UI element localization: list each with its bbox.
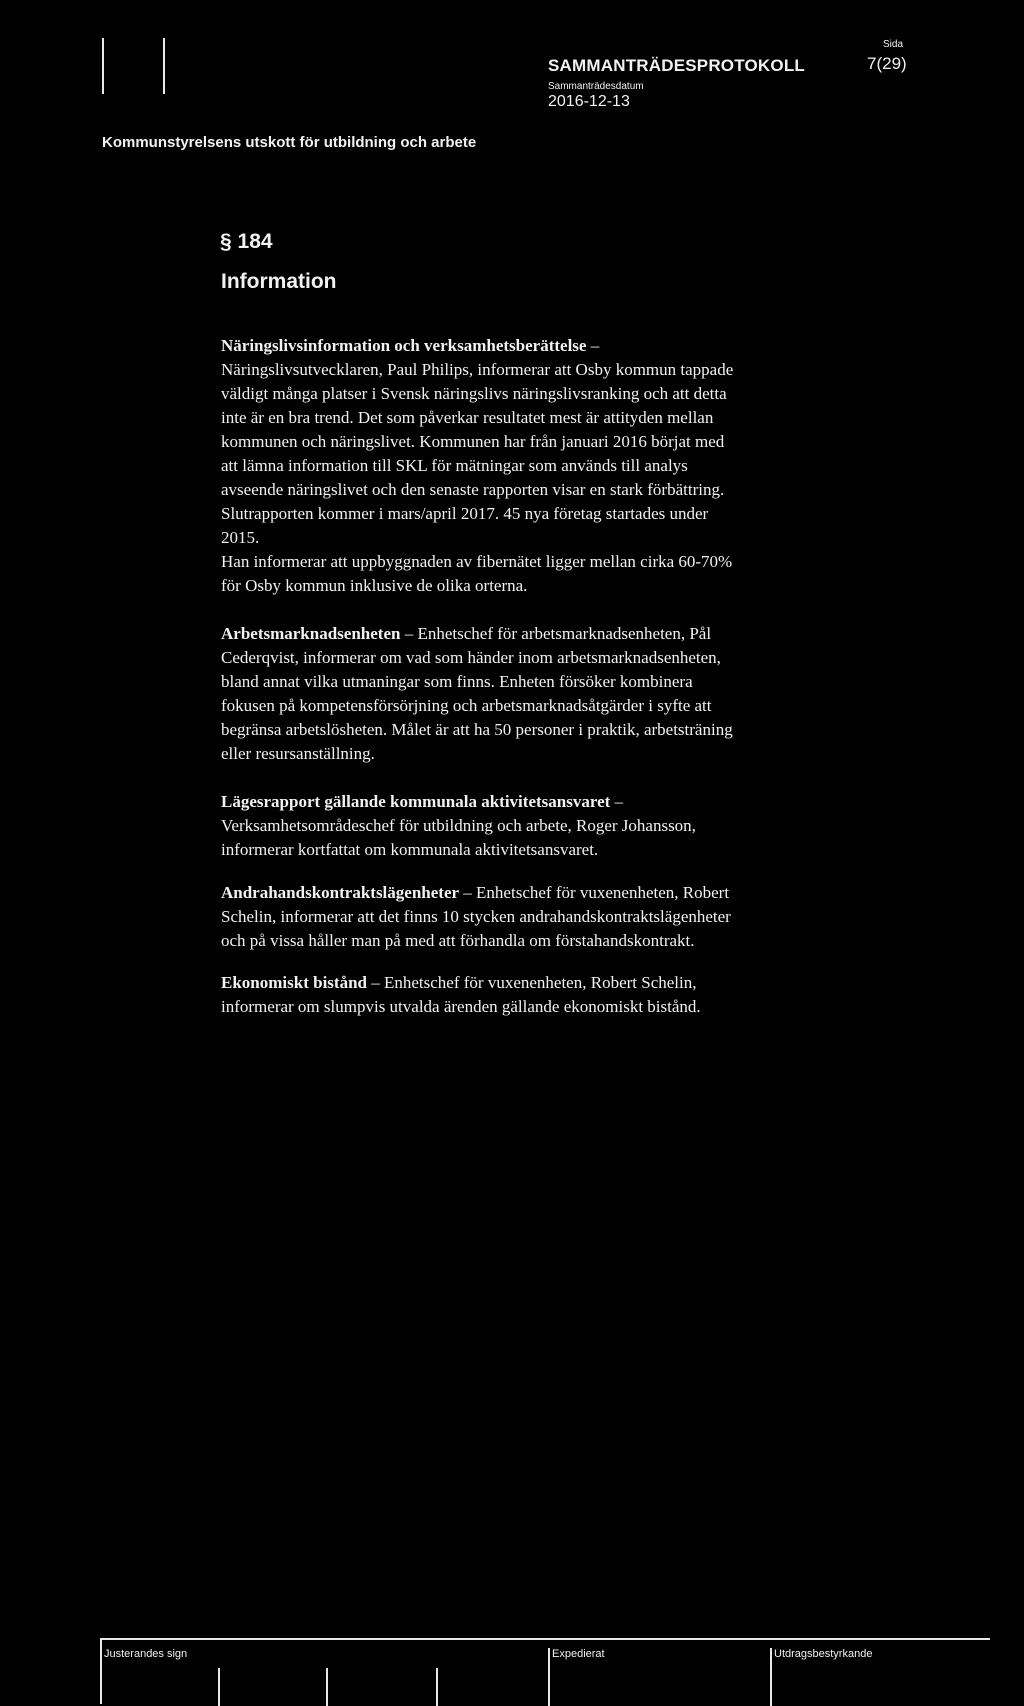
text-line: bland annat vilka utmaningar som finns. Enheten försöker kombinera [221,672,693,691]
heading-separator: – [459,883,477,902]
text-line: väldigt många platser i Svensk näringslivs näringslivsranking och att detta [221,384,727,403]
footer-rule [218,1668,220,1706]
paragraph-heading: Andrahandskontraktslägenheter [221,883,460,902]
paragraph-heading: Ekonomiskt bistånd [221,973,367,992]
text-line: begränsa arbetslösheten. Målet är att ha 50 personer i praktik, arbetsträning [221,720,733,739]
footer-rule [100,1638,102,1704]
footer-rule [548,1648,550,1706]
text-line: Schelin, informerar att det finns 10 stycken andrahandskontraktslägenheter [221,907,731,926]
text-line: Näringslivsutvecklaren, Paul Philips, informerar att Osby kommun tappade [221,360,734,379]
expedierat-label: Expedierat [552,1648,605,1660]
text-line: 2015. [221,528,260,547]
text-line-rest: Enhetschef för vuxenenheten, Robert Schelin, [383,973,697,992]
heading-separator: – [610,792,624,811]
text-line: för Osby kommun inklusive de olika orterna. [221,576,528,595]
text-line: Verksamhetsområdeschef för utbildning och arbete, Roger Johansson, [221,816,696,835]
paragraph-ekonomiskt-bistand [221,971,861,1019]
justerandes-sign-label: Justerandes sign [104,1648,188,1660]
paragraph-heading: Näringslivsinformation och verksamhetsberättelse [221,336,587,355]
paragraph-lagesrapport [221,790,861,862]
page-label: Sida [883,39,904,50]
footer-top-rule [100,1638,990,1640]
text-line: fokusen på kompetensförsörjning och arbetsmarknadsåtgärder i syfte att [221,696,712,715]
utdragsbestyrkande-label: Utdragsbestyrkande [774,1648,873,1660]
text-line: inte är en bra trend. Det som påverkar resultatet mest är attityden mellan [221,408,714,427]
footer-rule [436,1668,438,1706]
text-line: eller resursanställning. [221,744,375,763]
paragraph-andrahand [221,881,861,953]
heading-separator: – [366,973,384,992]
text-line: och på vissa håller man på med att förhandla om förstahandskontrakt. [221,931,695,950]
organization-name: Kommunstyrelsens utskott för utbildning och arbete [102,134,477,151]
text-line-rest: Enhetschef för vuxenenheten, Robert [476,883,730,902]
heading-separator: – [400,624,418,643]
section-title: Information [221,270,337,293]
date-label: Sammanträdesdatum [548,81,644,92]
text-line: informerar kortfattat om kommunala aktivitetsansvaret. [221,840,599,859]
header-rule-middle [163,38,165,94]
paragraph-arbetsmarknad [221,622,861,766]
text-line: Cederqvist, informerar om vad som händer inom arbetsmarknadsenheten, [221,648,721,667]
text-line: Han informerar att uppbyggnaden av fibernätet ligger mellan cirka 60-70% [221,552,733,571]
text-line: Slutrapporten kommer i mars/april 2017. 45 nya företag startades under [221,504,709,523]
text-line: kommunen och näringslivet. Kommunen har från januari 2016 börjat med [221,432,725,451]
heading-separator: – [586,336,600,355]
text-line: informerar om slumpvis utvalda ärenden gällande ekonomiskt bistånd. [221,997,701,1016]
text-line: avseende näringslivet och den senaste rapporten visar en stark förbättring. [221,480,725,499]
meeting-date: 2016-12-13 [548,93,630,110]
paragraph-naringsliv [221,334,861,598]
page-number: 7(29) [867,54,907,73]
paragraph-heading: Arbetsmarknadsenheten [221,624,401,643]
footer-rule [770,1648,772,1706]
text-line-rest: Enhetschef för arbetsmarknadsenheten, Pål [417,624,712,643]
text-line: att lämna information till SKL för mätningar som används till analys [221,456,688,475]
paragraph-heading: Lägesrapport gällande kommunala aktivitetsansvaret [221,792,611,811]
header-rule-left [102,38,104,94]
footer-rule [326,1668,328,1706]
document-type: SAMMANTRÄDESPROTOKOLL [548,56,805,75]
section-number: § 184 [220,230,273,253]
